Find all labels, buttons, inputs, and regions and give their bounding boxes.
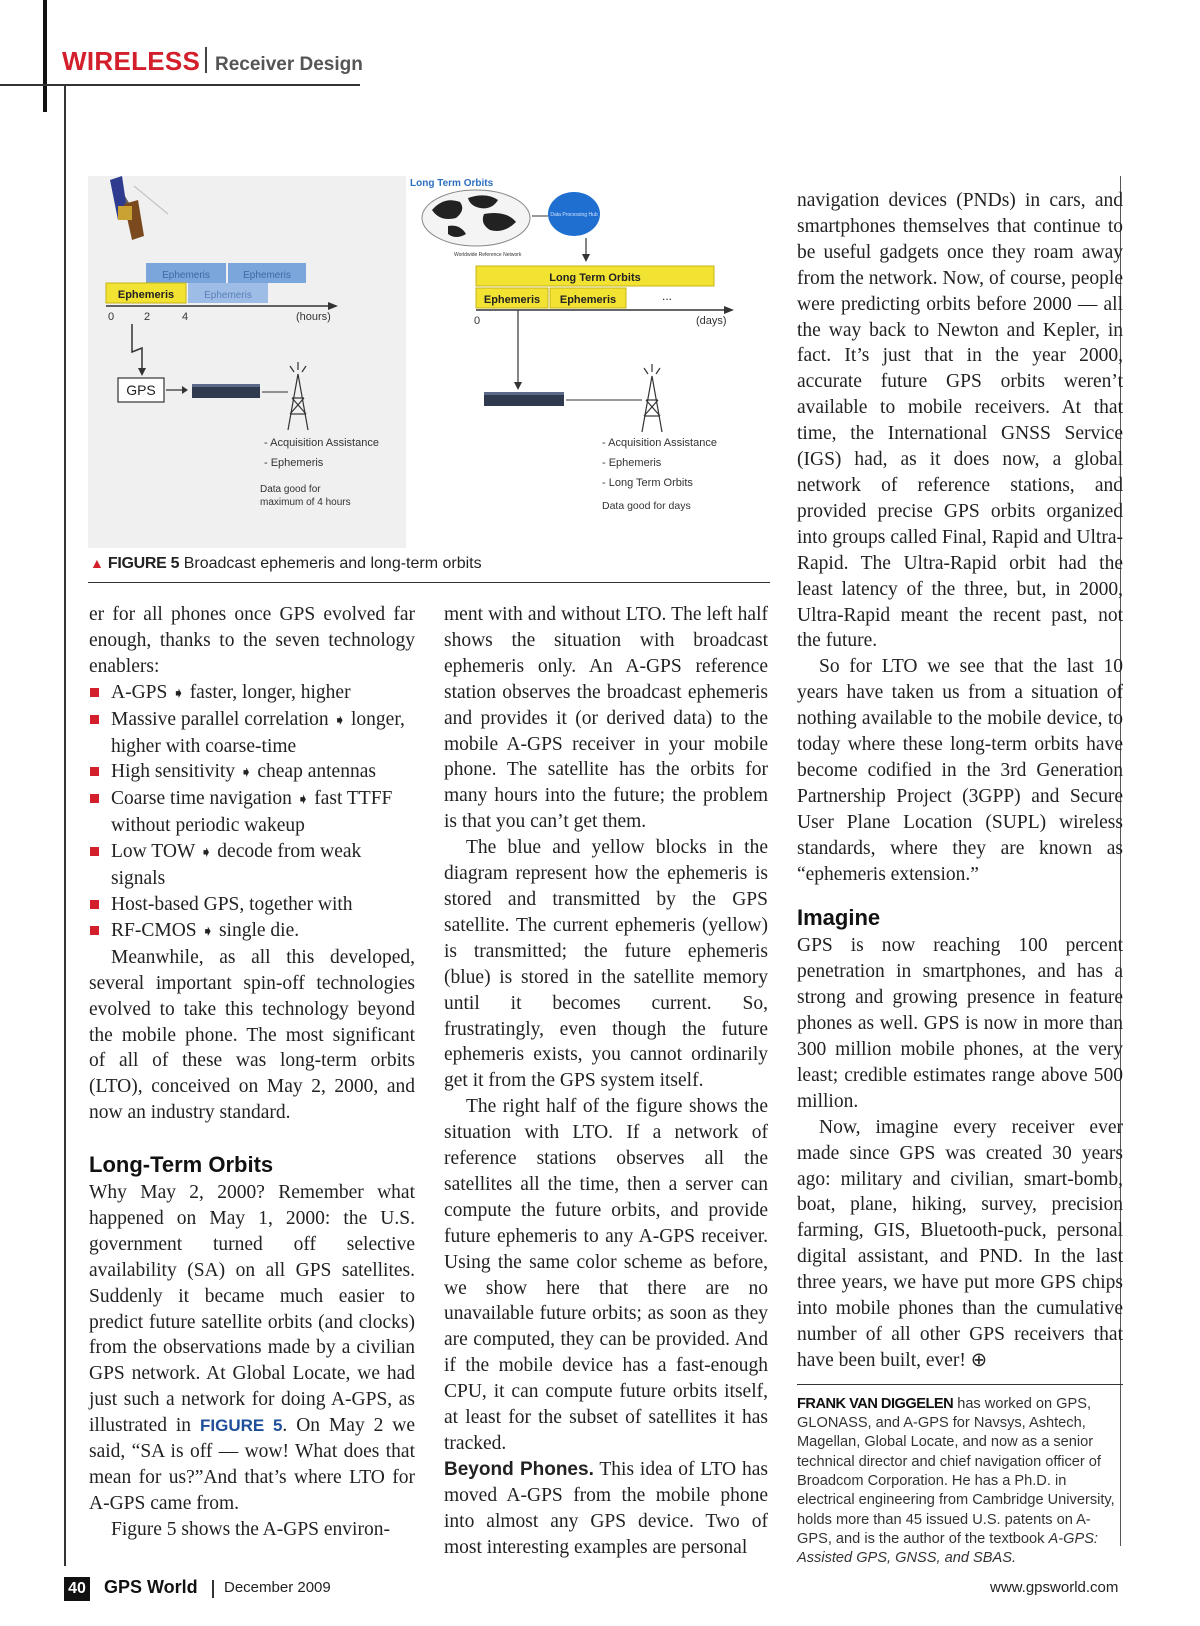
- paragraph: Why May 2, 2000? Remember what happened on May 1, 2000: the U.S. government turned off selective availability (SA) on all GPS satellites. Suddenly it became much easier to predict future satellite orbits (and clocks) from the observations made by a civilian GPS network. At Global Locate, we had just such a network for doing A-GPS, as illustrated in FIGURE 5. On May 2 we said, “SA is off — wow! What does that mean for us?”And that’s where LTO for A-GPS came from.: [89, 1182, 415, 1514]
- left-margin-rule: [64, 86, 66, 1566]
- svg-text:Data good for days: Data good for days: [602, 500, 691, 512]
- paragraph: GPS is now reaching 100 percent penetration in smartphones, and has a strong and growing presence in feature phones as well. GPS is now in more than 300 million mobile phones, at the very least; credible estimates range above 500 million.: [797, 935, 1123, 1112]
- book-title: A-GPS: Assisted GPS, GNSS, and SBAS.: [797, 1530, 1098, 1567]
- svg-text:Ephemeris: Ephemeris: [162, 270, 210, 281]
- list-item: Massive parallel correlation ➧ longer, higher with coarse-time: [89, 707, 415, 760]
- figure-5: [88, 176, 768, 548]
- enablers-list: [89, 680, 415, 945]
- paragraph: navigation devices (PNDs) in cars, and smartphones themselves that continue to be useful gadgets once they roam away from the network. Now, of course, people were predicting orbits before 2000 — all the way back to Newton and Kepler, in fact. It’s just that in the year 2000, accurate future GPS orbits weren’t available to mobile receivers. At that time, the International GNSS Service (IGS) had, as it does now, a global network of reference stations, and provided precise GPS orbits organized into groups called Final, Rapid and Ultra-Rapid. The Ultra-Rapid orbit had the least latency of the three, but, in 2000, Ultra-Rapid meant the recent past, not the future.: [797, 190, 1123, 652]
- svg-text:Ephemeris: Ephemeris: [559, 294, 617, 306]
- paragraph: Now, imagine every receiver ever made since GPS was created 30 years ago: military and civilian, smart-bomb, boat, plane, hiking, survey, precision farming, GIS, Bluetooth-puck, personal digital assistant, and PND. In the last three years, we have put more GPS chips into mobile phones than the cumulative number of all other GPS receivers that have been built, ever! ⊕: [797, 1116, 1123, 1371]
- svg-text:...: ...: [662, 289, 673, 303]
- end-mark-icon: ⊕: [970, 1349, 988, 1371]
- paragraph: The blue and yellow blocks in the diagram represent how the ephemeris is stored and transmitted by the GPS satellite. The current ephemeris (yellow) is transmitted; the future ephemeris (blue) is stored in the satellite memory until it becomes current. So, frustratingly, even though the future ephemeris exists, you cannot ordinarily get it from the GPS system itself.: [444, 837, 768, 1092]
- globe-icon: [422, 190, 530, 246]
- svg-text:2: 2: [144, 311, 151, 323]
- list-item: Host-based GPS, together with: [89, 892, 415, 918]
- author-bio: FRANK VAN DIGGELEN has worked on GPS, GLONASS, and A-GPS for Navsys, Ashtech, Magellan, Global Locate, and now as a senior technical director and chief navigation officer of Broadcom Corporation. He has a Ph.D. in electrical engineering from Cambridge University, holds more than 45 issued U.S. patents on A-GPS, and is the author of the textbook A-GPS: Assisted GPS, GNSS, and SBAS.: [797, 1384, 1123, 1569]
- broadcast-ephemeris-diagram: [106, 176, 379, 508]
- svg-text:(hours): (hours): [296, 311, 331, 323]
- svg-text:Long Term Orbits: Long Term Orbits: [410, 178, 494, 189]
- article-column-1: [89, 602, 415, 1543]
- header-separator: [205, 47, 207, 73]
- svg-text:Ephemeris: Ephemeris: [117, 289, 175, 301]
- section-heading: Long-Term Orbits: [89, 1152, 274, 1178]
- figure-number: FIGURE 5: [107, 555, 180, 572]
- svg-text:Worldwide Reference Network: Worldwide Reference Network: [454, 252, 522, 258]
- svg-text:- Ephemeris: - Ephemeris: [602, 457, 662, 469]
- caption-triangle-icon: ▲: [90, 555, 104, 571]
- caption-text: Broadcast ephemeris and long-term orbits: [183, 555, 482, 572]
- svg-text:Data good for: Data good for: [260, 484, 321, 495]
- header-accent-bar: [43, 0, 47, 112]
- svg-text:Ephemeris: Ephemeris: [243, 270, 291, 281]
- author-name: FRANK VAN DIGGELEN: [797, 1395, 954, 1412]
- antenna-tower-icon: [288, 362, 308, 430]
- svg-text:Ephemeris: Ephemeris: [483, 294, 541, 306]
- header-rule: [0, 84, 360, 86]
- issue-date: December 2009: [224, 1579, 331, 1596]
- page-number: 40: [64, 1577, 90, 1601]
- list-item: A-GPS ➧ faster, longer, higher: [89, 680, 415, 707]
- paragraph: ment with and without LTO. The left half shows the situation with broadcast ephemeris only. An A-GPS reference station observes the broadcast ephemeris and provides it (or derived data) to the mobile A-GPS receiver in your mobile phone. The satellite has the orbits for many hours into the future; the problem is that you can’t get them.: [444, 604, 768, 833]
- paragraph: So for LTO we see that the last 10 years have taken us from a situation of nothing available to the mobile device, to today where these long-term orbits have become codified in the 3rd Generation Partnership Project (3GPP) and Secure User Plane Location (SUPL) wireless standards, where they are known as “ephemeris extension.”: [797, 656, 1123, 885]
- svg-text:- Acquisition Assistance: - Acquisition Assistance: [264, 437, 379, 449]
- svg-text:Long Term Orbits: Long Term Orbits: [549, 272, 641, 284]
- paragraph: The right half of the figure shows the situation with LTO. If a network of reference stations observes all the satellites all the time, then a server can compute the future orbits, and provide future ephemeris to any A-GPS receiver. Using the same color scheme as before, we show here that there are no unavailable future orbits; as soon as they are computed, they can be provided. And if the mobile device has a fast-enough CPU, it can compute future orbits itself, at least for the subset of satellites it has tracked.: [444, 1096, 768, 1454]
- svg-text:0: 0: [474, 315, 481, 327]
- section-title: WIRELESS: [62, 46, 201, 76]
- list-item: RF-CMOS ➧ single die.: [89, 918, 415, 945]
- svg-text:Data Processing Hub: Data Processing Hub: [550, 212, 598, 218]
- run-in-heading: Beyond Phones.: [444, 1458, 594, 1480]
- svg-text:4: 4: [182, 311, 189, 323]
- website-url: www.gpsworld.com: [990, 1579, 1119, 1596]
- svg-text:0: 0: [108, 311, 115, 323]
- arrow-icon: ➧: [201, 921, 215, 940]
- caption-rule: [88, 582, 770, 583]
- figure-caption: [90, 555, 482, 573]
- list-item: High sensitivity ➧ cheap antennas: [89, 759, 415, 786]
- section-heading: Imagine: [797, 905, 881, 931]
- svg-text:- Long Term Orbits: - Long Term Orbits: [602, 477, 693, 489]
- list-item: Coarse time navigation ➧ fast TTFF without periodic wakeup: [89, 786, 415, 839]
- svg-text:maximum of 4 hours: maximum of 4 hours: [260, 497, 351, 508]
- list-item: Low TOW ➧ decode from weak signals: [89, 839, 415, 892]
- svg-text:(days): (days): [696, 315, 727, 327]
- arrow-icon: ➧: [333, 710, 347, 729]
- article-column-3: [797, 188, 1123, 1568]
- satellite-icon: [110, 176, 168, 240]
- paragraph: Beyond Phones. This idea of LTO has moved A-GPS from the mobile phone into almost any GPS device. Two of most interesting examples are personal: [444, 1458, 768, 1558]
- paragraph: Figure 5 shows the A-GPS environ-: [111, 1518, 390, 1540]
- arrow-icon: ➧: [239, 763, 253, 782]
- figure-reference: FIGURE 5: [199, 1416, 283, 1436]
- svg-text:- Ephemeris: - Ephemeris: [264, 457, 324, 469]
- svg-text:- Acquisition Assistance: - Acquisition Assistance: [602, 437, 717, 449]
- magazine-name: GPS World: [104, 1577, 198, 1597]
- svg-text:GPS: GPS: [126, 382, 156, 398]
- footer-separator: [212, 1580, 214, 1598]
- section-subtitle: Receiver Design: [215, 54, 363, 75]
- article-column-2: [444, 602, 768, 1561]
- arrow-icon: ➧: [199, 843, 213, 862]
- arrow-icon: ➧: [296, 790, 310, 809]
- svg-text:Ephemeris: Ephemeris: [204, 290, 252, 301]
- arrow-icon: ➧: [172, 683, 185, 702]
- paragraph: Meanwhile, as all this developed, several important spin-off technologies evolved to take this technology beyond the mobile phone. The most significant of all of these was long-term orbits (LTO), conceived on May 2, 2000, and now an industry standard.: [89, 946, 415, 1124]
- paragraph: er for all phones once GPS evolved far enough, thanks to the seven technology enablers:: [89, 604, 415, 677]
